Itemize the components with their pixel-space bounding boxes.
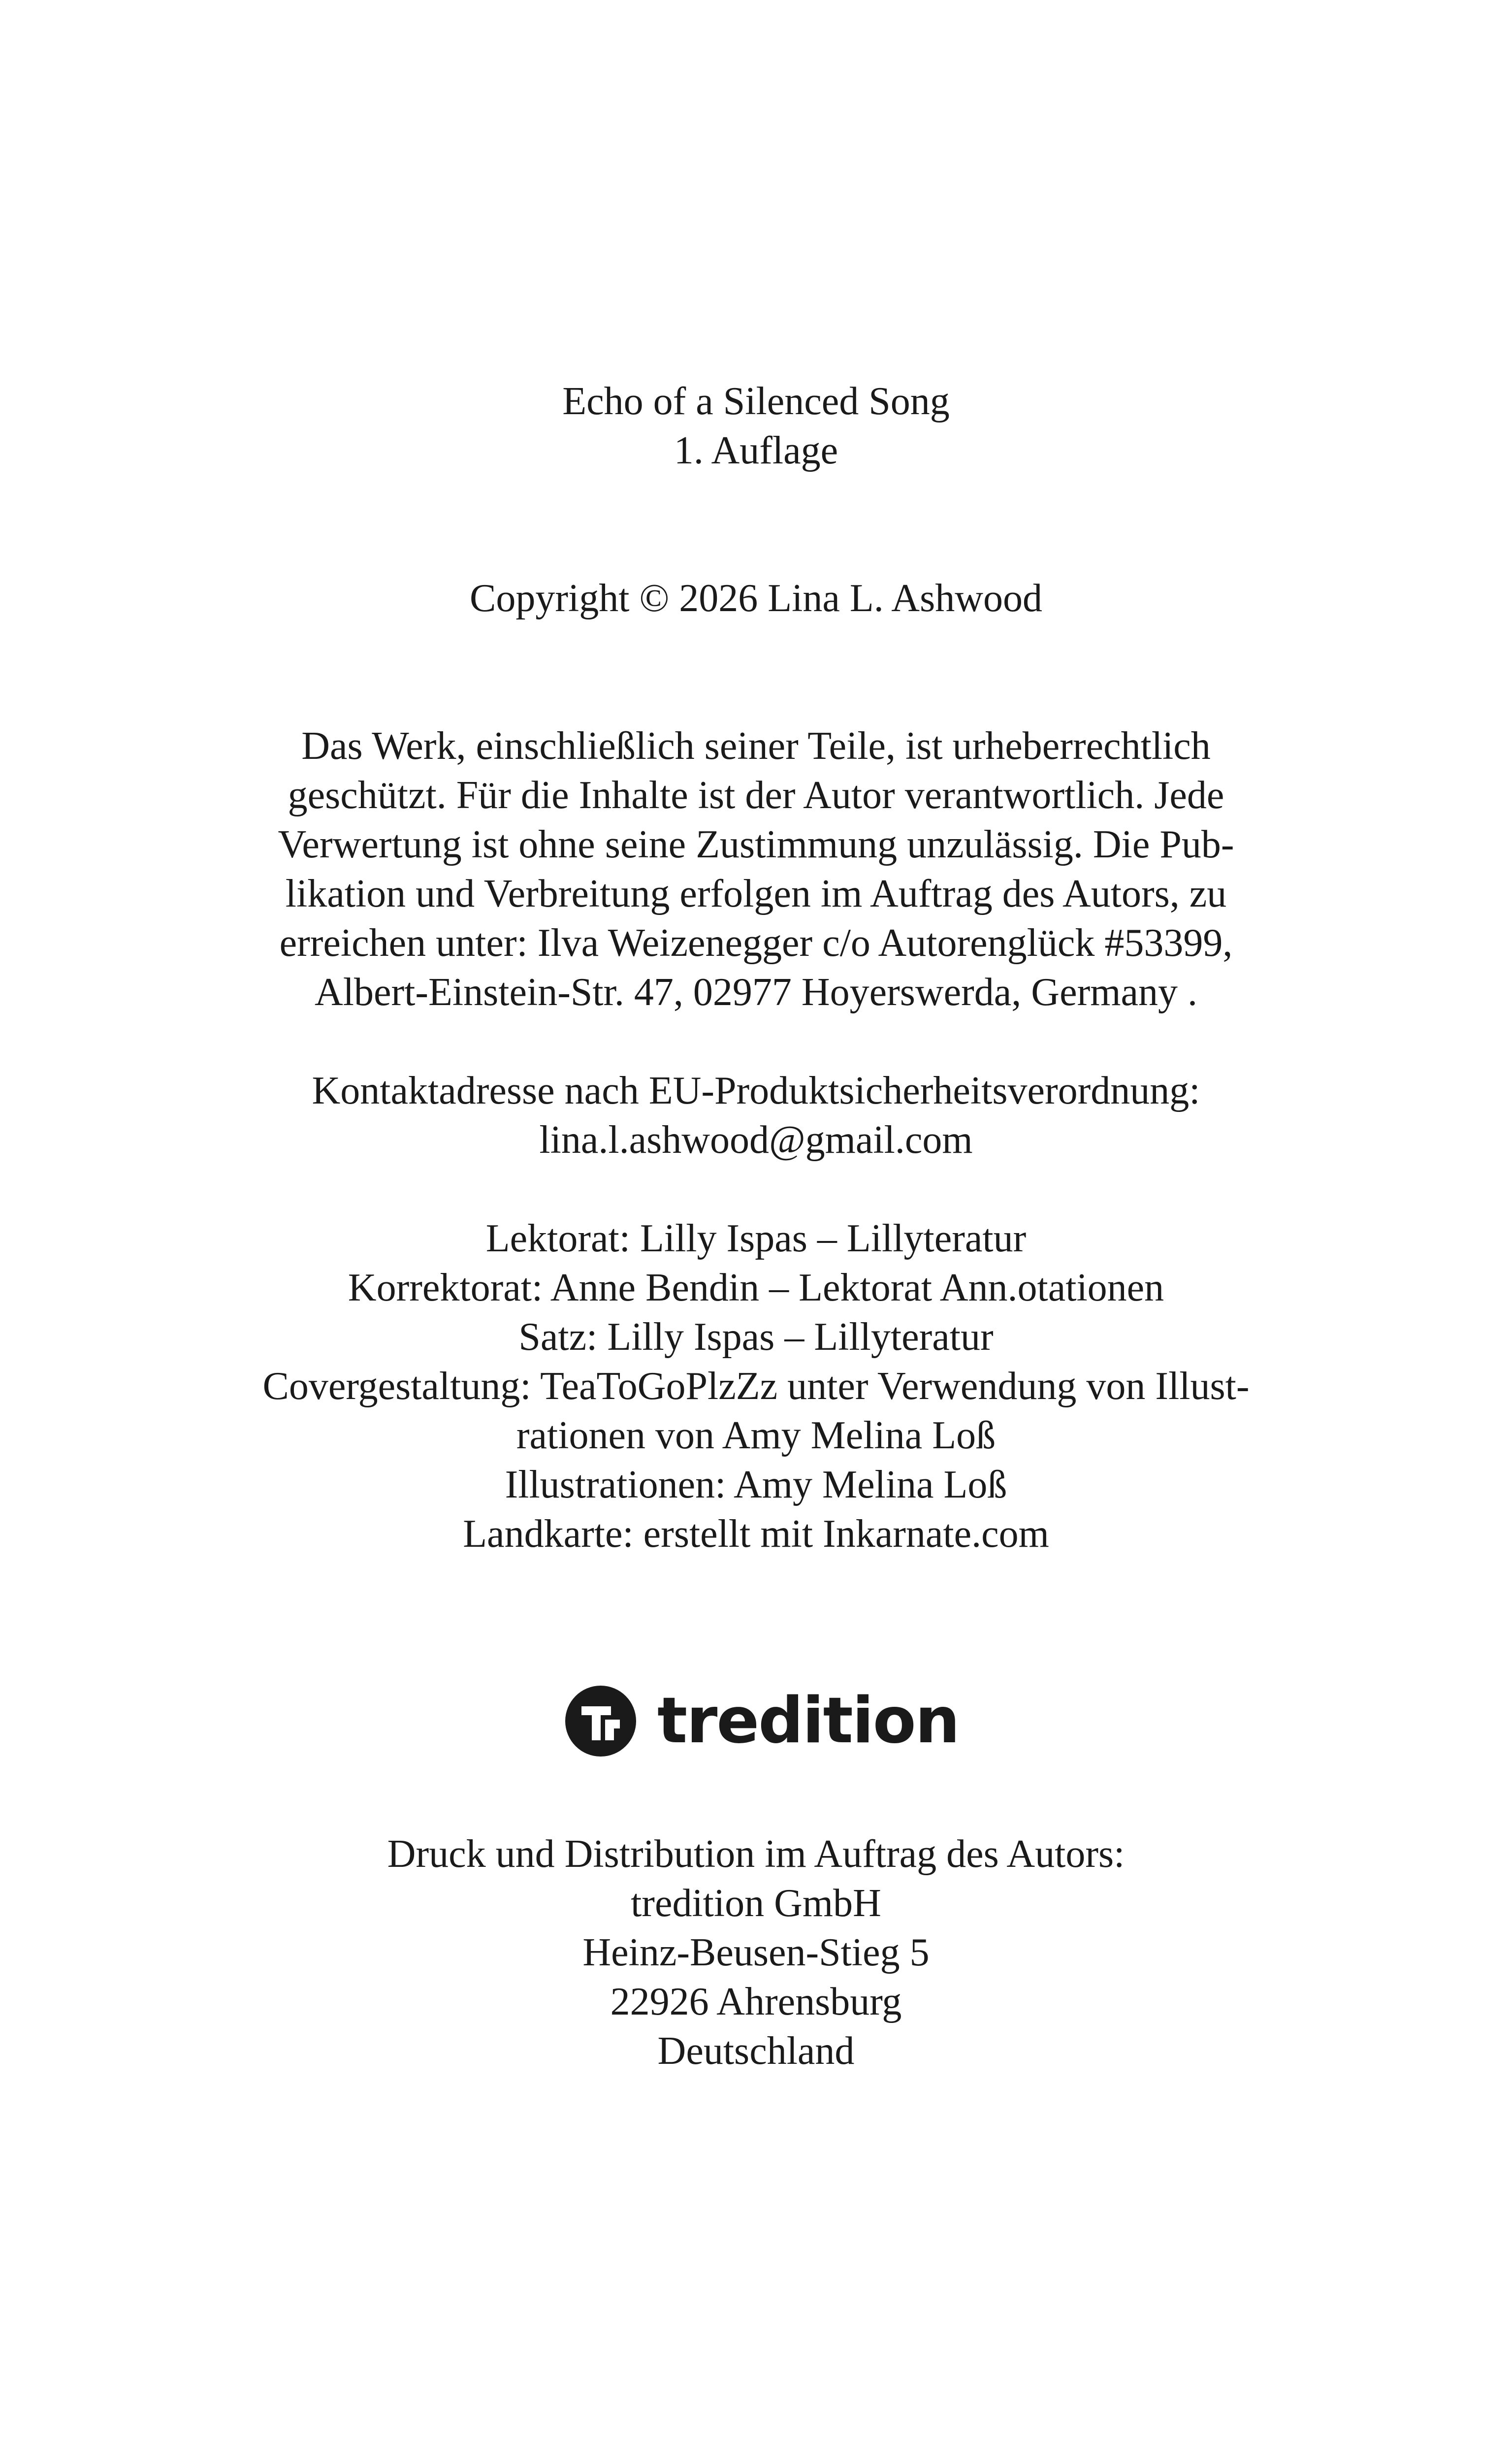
- credit-line: Covergestaltung: TeaToGoPlzZz unter Verwendung von Illust-: [262, 1365, 1250, 1408]
- contact-email: lina.l.ashwood@gmail.com: [539, 1118, 973, 1162]
- edition-line: 1. Auflage: [674, 429, 838, 472]
- contact-heading: Kontaktadresse nach EU-Produktsicherheitsverordnung:: [312, 1069, 1200, 1112]
- publisher-street: Heinz-Beusen-Stieg 5: [582, 1931, 930, 1974]
- credit-line: Korrektorat: Anne Bendin – Lektorat Ann.otationen: [348, 1266, 1164, 1309]
- legal-line: geschützt. Für die Inhalte ist der Autor verantwortlich. Jede: [288, 774, 1224, 817]
- legal-line: likation und Verbreitung erfolgen im Auftrag des Autors, zu: [285, 872, 1227, 915]
- tredition-wordmark: tredition: [657, 1684, 959, 1758]
- legal-line: Verwertung ist ohne seine Zustimmung unzulässig. Die Pub-: [278, 823, 1234, 866]
- legal-line: Albert-Einstein-Str. 47, 02977 Hoyerswerda, Germany .: [315, 971, 1197, 1014]
- credit-line: Lektorat: Lilly Ispas – Lillyteratur: [485, 1217, 1027, 1260]
- publisher-city: 22926 Ahrensburg: [610, 1980, 902, 2023]
- distribution-line: Druck und Distribution im Auftrag des Autors:: [387, 1832, 1125, 1876]
- credit-line: Satz: Lilly Ispas – Lillyteratur: [518, 1315, 994, 1359]
- credit-line: Illustrationen: Amy Melina Loß: [505, 1463, 1007, 1506]
- credit-line: Landkarte: erstellt mit Inkarnate.com: [463, 1512, 1049, 1556]
- copyright-line: Copyright © 2026 Lina L. Ashwood: [470, 577, 1042, 620]
- publisher-country: Deutschland: [657, 2029, 855, 2073]
- legal-line: Das Werk, einschließlich seiner Teile, ist urheberrechtlich: [301, 724, 1211, 768]
- publisher-name: tredition GmbH: [631, 1882, 881, 1925]
- publisher-logo: [564, 1682, 959, 1760]
- tredition-logo-icon: [564, 1684, 638, 1758]
- legal-line: erreichen unter: Ilva Weizenegger c/o Autorenglück #53399,: [279, 921, 1233, 965]
- credit-line: rationen von Amy Melina Loß: [516, 1414, 996, 1457]
- book-title: Echo of a Silenced Song: [562, 380, 950, 423]
